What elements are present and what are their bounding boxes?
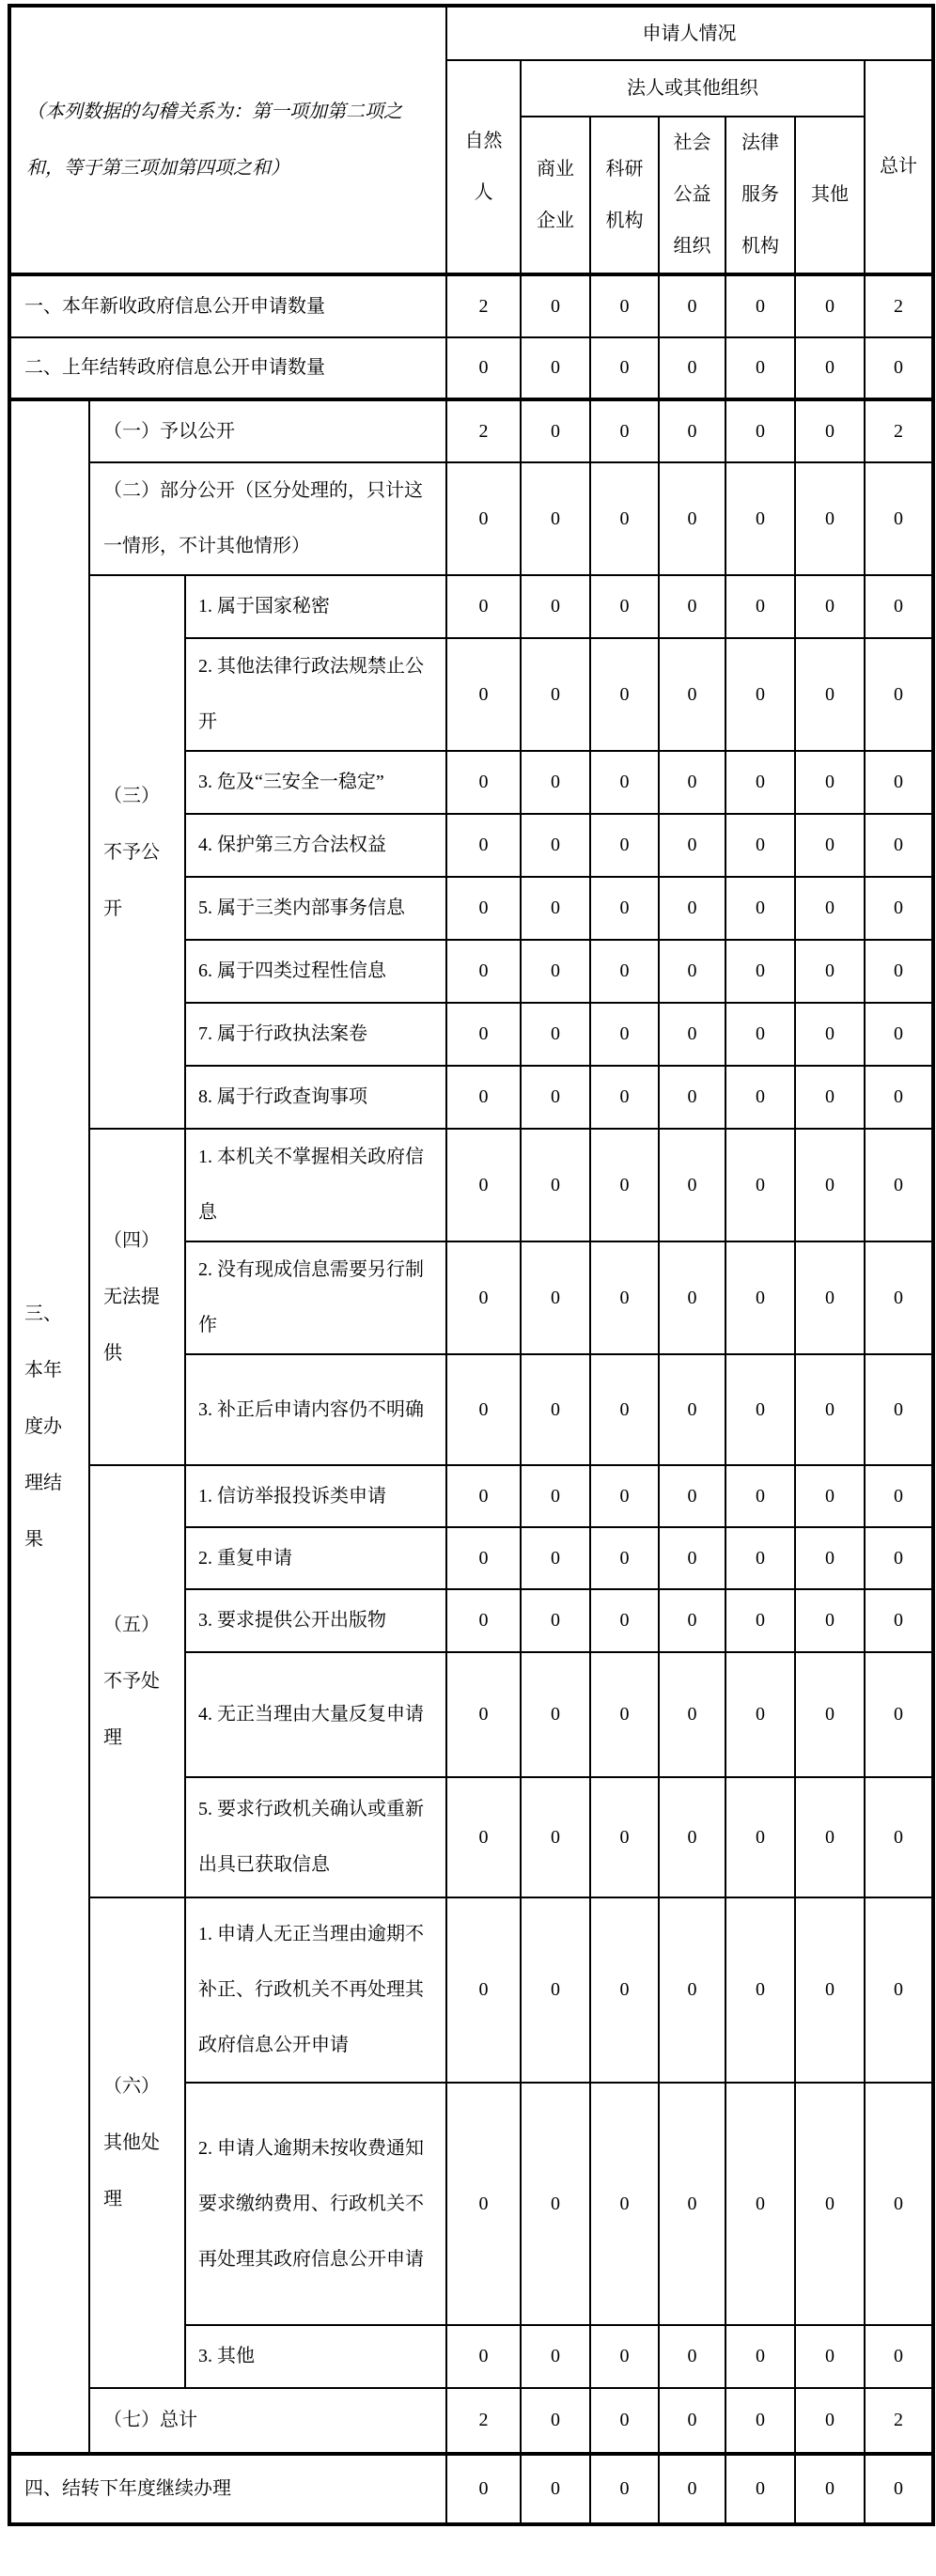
value-cell: 0 (590, 1897, 659, 2083)
value-cell: 0 (521, 2325, 590, 2388)
value-cell: 0 (725, 1527, 795, 1589)
value-cell: 0 (590, 751, 659, 814)
value-cell: 0 (659, 2325, 725, 2388)
item-label-cell: 5. 属于三类内部事务信息 (185, 877, 446, 940)
value-cell: 0 (659, 1241, 725, 1354)
value-cell: 0 (795, 2325, 865, 2388)
value-cell: 0 (590, 2388, 659, 2454)
value-cell: 0 (446, 1777, 521, 1897)
value-cell: 0 (795, 1129, 865, 1241)
item-label-cell: 2. 重复申请 (185, 1527, 446, 1589)
value-cell: 0 (446, 1589, 521, 1652)
value-cell: 0 (659, 2083, 725, 2325)
subsection-label-cell: （一）予以公开 (89, 399, 446, 462)
value-cell: 0 (659, 1777, 725, 1897)
value-cell: 0 (590, 1003, 659, 1066)
value-cell: 0 (446, 1527, 521, 1589)
value-cell: 0 (521, 575, 590, 638)
value-cell: 0 (590, 462, 659, 575)
value-cell: 0 (865, 877, 933, 940)
value-cell: 0 (865, 1465, 933, 1527)
value-cell: 0 (521, 1652, 590, 1777)
value-cell: 0 (590, 399, 659, 462)
value-cell: 0 (865, 1652, 933, 1777)
item-label-cell: 2. 申请人逾期未按收费通知要求缴纳费用、行政机关不再处理其政府信息公开申请 (185, 2083, 446, 2325)
value-cell: 0 (795, 399, 865, 462)
value-cell: 0 (446, 1652, 521, 1777)
table-body (9, 274, 933, 2524)
value-cell: 0 (725, 1652, 795, 1777)
value-cell: 0 (659, 575, 725, 638)
item-label-cell: 1. 本机关不掌握相关政府信息 (185, 1129, 446, 1241)
value-cell: 0 (725, 1354, 795, 1465)
value-cell: 0 (521, 1589, 590, 1652)
value-cell: 0 (865, 2083, 933, 2325)
value-cell: 0 (725, 575, 795, 638)
value-cell: 0 (795, 940, 865, 1003)
table-row (9, 462, 933, 575)
value-cell: 0 (865, 814, 933, 877)
value-cell: 0 (795, 1652, 865, 1777)
value-cell: 0 (446, 2083, 521, 2325)
value-cell: 0 (725, 1589, 795, 1652)
value-cell: 0 (590, 1354, 659, 1465)
value-cell: 0 (865, 1897, 933, 2083)
value-cell: 0 (521, 337, 590, 399)
value-cell: 0 (521, 2454, 590, 2524)
col-commercial-enterprise: 商业企业 (521, 117, 590, 274)
value-cell: 0 (446, 751, 521, 814)
value-cell: 0 (446, 940, 521, 1003)
value-cell: 0 (446, 337, 521, 399)
value-cell: 0 (659, 638, 725, 751)
value-cell: 0 (590, 1465, 659, 1527)
value-cell: 0 (521, 877, 590, 940)
value-cell: 2 (865, 2388, 933, 2454)
value-cell: 0 (795, 1003, 865, 1066)
value-cell: 0 (725, 2454, 795, 2524)
value-cell: 0 (590, 2454, 659, 2524)
value-cell: 0 (659, 877, 725, 940)
value-cell: 0 (795, 575, 865, 638)
subsection-label-cell: （六）其他处理 (89, 1897, 185, 2388)
col-natural-person: 自然人 (446, 60, 521, 274)
value-cell: 0 (795, 1066, 865, 1129)
value-cell: 0 (795, 1777, 865, 1897)
value-cell: 2 (446, 274, 521, 337)
value-cell: 0 (659, 2454, 725, 2524)
value-cell: 0 (521, 2083, 590, 2325)
table-header (9, 6, 933, 274)
value-cell: 0 (659, 1129, 725, 1241)
value-cell: 0 (865, 1003, 933, 1066)
value-cell: 0 (725, 1777, 795, 1897)
value-cell: 0 (659, 274, 725, 337)
value-cell: 0 (725, 274, 795, 337)
value-cell: 0 (590, 1777, 659, 1897)
value-cell: 0 (521, 1777, 590, 1897)
value-cell: 0 (446, 1129, 521, 1241)
value-cell: 0 (725, 462, 795, 575)
value-cell: 0 (590, 814, 659, 877)
table-row (9, 1465, 933, 1527)
value-cell: 0 (865, 1527, 933, 1589)
value-cell: 0 (659, 1652, 725, 1777)
value-cell: 0 (446, 462, 521, 575)
value-cell: 2 (446, 399, 521, 462)
value-cell: 0 (865, 575, 933, 638)
value-cell: 0 (725, 1066, 795, 1129)
item-label-cell: 3. 其他 (185, 2325, 446, 2388)
value-cell: 0 (590, 1652, 659, 1777)
value-cell: 0 (521, 1897, 590, 2083)
table-row (9, 337, 933, 399)
value-cell: 0 (446, 1354, 521, 1465)
value-cell: 0 (725, 1897, 795, 2083)
value-cell: 0 (725, 2083, 795, 2325)
value-cell: 0 (590, 2083, 659, 2325)
value-cell: 0 (590, 940, 659, 1003)
value-cell: 0 (590, 337, 659, 399)
value-cell: 0 (865, 1129, 933, 1241)
value-cell: 0 (725, 399, 795, 462)
value-cell: 0 (725, 337, 795, 399)
item-label-cell: 5. 要求行政机关确认或重新出具已获取信息 (185, 1777, 446, 1897)
value-cell: 0 (795, 638, 865, 751)
value-cell: 0 (795, 1897, 865, 2083)
value-cell: 2 (865, 399, 933, 462)
value-cell: 0 (446, 877, 521, 940)
value-cell: 0 (446, 1465, 521, 1527)
item-label-cell: 2. 其他法律行政法规禁止公开 (185, 638, 446, 751)
value-cell: 0 (590, 1527, 659, 1589)
value-cell: 0 (725, 1129, 795, 1241)
item-label-cell: 8. 属于行政查询事项 (185, 1066, 446, 1129)
value-cell: 0 (865, 751, 933, 814)
value-cell: 0 (725, 2388, 795, 2454)
note-cell: （本列数据的勾稽关系为：第一项加第二项之和，等于第三项加第四项之和） (9, 6, 446, 274)
row-label-cell: 一、本年新收政府信息公开申请数量 (9, 274, 446, 337)
table-row (9, 2388, 933, 2454)
value-cell: 0 (446, 814, 521, 877)
value-cell: 0 (795, 814, 865, 877)
item-label-cell: 1. 信访举报投诉类申请 (185, 1465, 446, 1527)
value-cell: 0 (659, 1589, 725, 1652)
value-cell: 0 (659, 2388, 725, 2454)
value-cell: 0 (521, 462, 590, 575)
value-cell: 0 (521, 1354, 590, 1465)
value-cell: 2 (446, 2388, 521, 2454)
subsection-label-cell: （三）不予公开 (89, 575, 185, 1129)
value-cell: 0 (725, 1241, 795, 1354)
subsection-label-cell: （五）不予处理 (89, 1465, 185, 1897)
value-cell: 0 (865, 2325, 933, 2388)
value-cell: 0 (795, 274, 865, 337)
value-cell: 0 (865, 940, 933, 1003)
value-cell: 0 (521, 814, 590, 877)
disclosure-table (8, 4, 935, 2526)
value-cell: 0 (659, 751, 725, 814)
value-cell: 0 (446, 575, 521, 638)
col-other: 其他 (795, 117, 865, 274)
value-cell: 0 (865, 462, 933, 575)
value-cell: 0 (795, 2454, 865, 2524)
subsection-label-cell: （二）部分公开（区分处理的，只计这一情形，不计其他情形） (89, 462, 446, 575)
item-label-cell: 3. 危及“三安全一稳定” (185, 751, 446, 814)
col-social-welfare-org: 社会公益组织 (659, 117, 725, 274)
value-cell: 0 (659, 814, 725, 877)
value-cell: 0 (521, 1241, 590, 1354)
value-cell: 0 (659, 1003, 725, 1066)
row-label-cell: 二、上年结转政府信息公开申请数量 (9, 337, 446, 399)
value-cell: 0 (521, 1003, 590, 1066)
value-cell: 0 (865, 1354, 933, 1465)
item-label-cell: 1. 申请人无正当理由逾期不补正、行政机关不再处理其政府信息公开申请 (185, 1897, 446, 2083)
value-cell: 0 (795, 751, 865, 814)
value-cell: 0 (725, 751, 795, 814)
value-cell: 0 (795, 1465, 865, 1527)
value-cell: 0 (659, 337, 725, 399)
value-cell: 0 (725, 1465, 795, 1527)
value-cell: 0 (865, 337, 933, 399)
value-cell: 0 (590, 575, 659, 638)
value-cell: 0 (795, 337, 865, 399)
value-cell: 0 (590, 274, 659, 337)
section-label-cell: 三、本年度办理结果 (9, 399, 89, 2454)
value-cell: 0 (590, 1066, 659, 1129)
value-cell: 0 (521, 1129, 590, 1241)
col-total: 总计 (865, 60, 933, 274)
value-cell: 0 (725, 1003, 795, 1066)
value-cell: 0 (659, 1897, 725, 2083)
value-cell: 0 (795, 877, 865, 940)
item-label-cell: 1. 属于国家秘密 (185, 575, 446, 638)
header-legal-org-group: 法人或其他组织 (521, 60, 865, 117)
value-cell: 0 (659, 399, 725, 462)
value-cell: 0 (446, 1897, 521, 2083)
value-cell: 0 (795, 2388, 865, 2454)
subsection-label-cell: （四）无法提供 (89, 1129, 185, 1465)
value-cell: 0 (521, 1066, 590, 1129)
item-label-cell: 4. 保护第三方合法权益 (185, 814, 446, 877)
value-cell: 0 (590, 2325, 659, 2388)
value-cell: 0 (521, 638, 590, 751)
value-cell: 0 (590, 1129, 659, 1241)
value-cell: 0 (659, 1354, 725, 1465)
value-cell: 0 (795, 1241, 865, 1354)
value-cell: 0 (865, 1589, 933, 1652)
item-label-cell: 7. 属于行政执法案卷 (185, 1003, 446, 1066)
item-label-cell: 4. 无正当理由大量反复申请 (185, 1652, 446, 1777)
value-cell: 0 (521, 940, 590, 1003)
value-cell: 0 (865, 1241, 933, 1354)
value-cell: 0 (446, 1241, 521, 1354)
col-research-institution: 科研机构 (590, 117, 659, 274)
value-cell: 0 (865, 1777, 933, 1897)
value-cell: 0 (865, 638, 933, 751)
table-row (9, 575, 933, 638)
value-cell: 0 (446, 638, 521, 751)
value-cell: 0 (521, 1465, 590, 1527)
value-cell: 0 (521, 2388, 590, 2454)
value-cell: 0 (865, 2454, 933, 2524)
item-label-cell: 2. 没有现成信息需要另行制作 (185, 1241, 446, 1354)
item-label-cell: 3. 补正后申请内容仍不明确 (185, 1354, 446, 1465)
value-cell: 0 (725, 940, 795, 1003)
value-cell: 0 (521, 751, 590, 814)
value-cell: 0 (795, 2083, 865, 2325)
value-cell: 0 (521, 399, 590, 462)
value-cell: 0 (659, 1066, 725, 1129)
value-cell: 0 (590, 1241, 659, 1354)
value-cell: 0 (446, 1003, 521, 1066)
value-cell: 0 (521, 1527, 590, 1589)
value-cell: 0 (725, 814, 795, 877)
value-cell: 0 (446, 1066, 521, 1129)
value-cell: 0 (590, 638, 659, 751)
value-cell: 0 (446, 2454, 521, 2524)
table-row (9, 274, 933, 337)
value-cell: 2 (865, 274, 933, 337)
value-cell: 0 (795, 462, 865, 575)
item-label-cell: 3. 要求提供公开出版物 (185, 1589, 446, 1652)
col-legal-service-org: 法律服务机构 (725, 117, 795, 274)
value-cell: 0 (795, 1527, 865, 1589)
value-cell: 0 (659, 462, 725, 575)
row-label-cell: 四、结转下年度继续办理 (9, 2454, 446, 2524)
table-row (9, 2454, 933, 2524)
value-cell: 0 (590, 1589, 659, 1652)
value-cell: 0 (725, 638, 795, 751)
value-cell: 0 (865, 1066, 933, 1129)
table-row (9, 399, 933, 462)
value-cell: 0 (795, 1354, 865, 1465)
value-cell: 0 (446, 2325, 521, 2388)
table-row (9, 1129, 933, 1241)
value-cell: 0 (725, 2325, 795, 2388)
value-cell: 0 (659, 940, 725, 1003)
value-cell: 0 (795, 1589, 865, 1652)
item-label-cell: 6. 属于四类过程性信息 (185, 940, 446, 1003)
value-cell: 0 (659, 1465, 725, 1527)
value-cell: 0 (521, 274, 590, 337)
value-cell: 0 (590, 877, 659, 940)
subsection-label-cell: （七）总计 (89, 2388, 446, 2454)
header-applicant-group: 申请人情况 (446, 6, 933, 60)
table-row (9, 1897, 933, 2083)
value-cell: 0 (659, 1527, 725, 1589)
value-cell: 0 (725, 877, 795, 940)
